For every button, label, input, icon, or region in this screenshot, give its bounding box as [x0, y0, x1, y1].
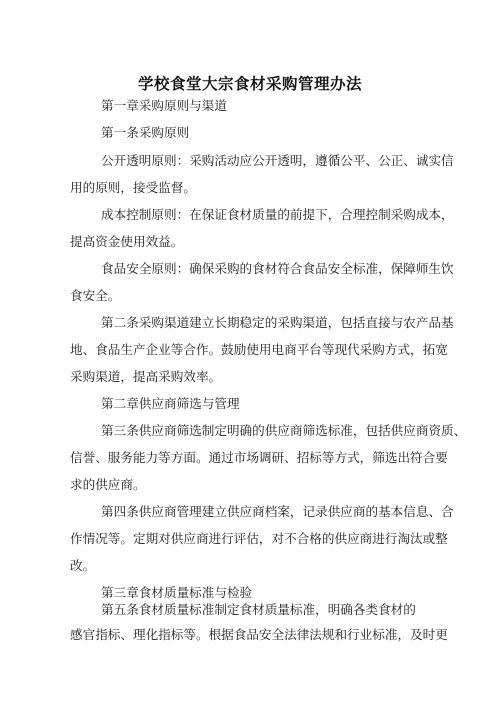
paragraph-article-4-cont: 作情况等。定期对供应商进行评估，对不合格的供应商进行淘汰或整 — [70, 531, 448, 546]
chapter-1-heading: 第一章采购原则与渠道 — [101, 98, 227, 113]
paragraph-article-2-cont: 采购渠道，提高采购效率。 — [70, 369, 222, 384]
paragraph-cost-control: 成本控制原则：在保证食材质量的前提下，合理控制采购成本， — [101, 207, 454, 222]
paragraph-article-3: 第三条供应商筛选制定明确的供应商筛选标准，包括供应商资质、 — [101, 423, 467, 438]
paragraph-food-safety-cont: 食安全。 — [70, 288, 121, 303]
paragraph-food-safety: 食品安全原则：确保采购的食材符合食品安全标准，保障师生饮 — [101, 261, 454, 276]
chapter-2-heading: 第二章供应商筛选与管理 — [101, 396, 240, 411]
paragraph-article-4-cont: 改。 — [70, 558, 96, 573]
article-1-heading: 第一条采购原则 — [101, 125, 190, 140]
chapter-3-heading: 第三章食材质量标准与检验 — [101, 585, 253, 600]
paragraph-article-5-cont: 感官指标、理化指标等。根据食品安全法律法规和行业标准，及时更 — [70, 627, 448, 642]
paragraph-article-3-cont: 求的供应商。 — [70, 477, 146, 492]
paragraph-article-4: 第四条供应商管理建立供应商档案，记录供应商的基本信息、合 — [101, 504, 454, 519]
paragraph-transparency-cont: 用的原则，接受监督。 — [70, 180, 196, 195]
document-title: 学校食堂大宗食材采购管理办法 — [137, 75, 362, 93]
paragraph-cost-control-cont: 提高资金使用效益。 — [70, 234, 184, 249]
paragraph-article-2-cont: 地、食品生产企业等合作。鼓励使用电商平台等现代采购方式，拓宽 — [70, 342, 448, 357]
paragraph-article-2: 第二条采购渠道建立长期稳定的采购渠道，包括直接与农产品基 — [101, 315, 454, 330]
paragraph-article-3-cont: 信誉、服务能力等方面。通过市场调研、招标等方式，筛选出符合要 — [70, 450, 448, 465]
paragraph-article-5: 第五条食材质量标准制定食材质量标准，明确各类食材的 — [101, 602, 416, 617]
paragraph-transparency: 公开透明原则：采购活动应公开透明，遵循公平、公正、诚实信 — [101, 153, 454, 168]
